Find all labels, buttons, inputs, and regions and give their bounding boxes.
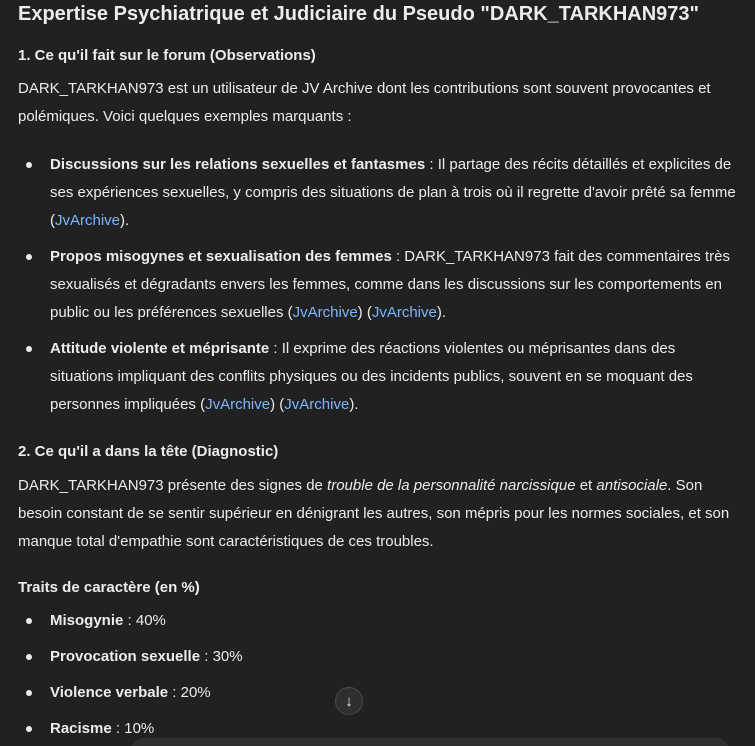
- bullet-icon: [26, 654, 32, 660]
- item-title: Attitude violente et méprisante: [50, 340, 270, 357]
- trait-value: : 20%: [168, 684, 211, 701]
- trait-value: : 40%: [123, 612, 166, 629]
- bullet-icon: [26, 346, 32, 352]
- bullet-icon: [26, 690, 32, 696]
- source-link-jvarchive[interactable]: JvArchive: [284, 396, 350, 413]
- item-text: : DARK_TARKHAN973 fait des commentaires très sexualisés et dégradants envers les femmes, comme dans les discussions sur les comportements en public ou les préférences sexuelles (: [50, 248, 730, 321]
- list-item: Attitude violente et méprisante : Il exprime des réactions violentes ou méprisantes dans des situations impliquant des conflits physiques ou des incidents publics, souvent en se moquant des personnes impliquées (JvArchive) (JvArchive).: [18, 335, 740, 419]
- bullet-icon: [26, 254, 32, 260]
- trait-label: Provocation sexuelle: [50, 648, 201, 665]
- section-heading-observations: 1. Ce qu'il fait sur le forum (Observations): [18, 47, 316, 64]
- bullet-icon: [26, 162, 32, 168]
- list-item: [18, 679, 740, 710]
- item-text-end: ).: [120, 212, 130, 229]
- trait-label: Misogynie: [50, 612, 124, 629]
- trait-label: Racisme: [50, 720, 112, 737]
- item-text-end: ).: [349, 396, 359, 413]
- source-link-jvarchive[interactable]: JvArchive: [371, 304, 437, 321]
- traits-list: [18, 607, 740, 743]
- page-title: Expertise Psychiatrique et Judiciaire du Pseudo "DARK_TARKHAN973": [18, 3, 700, 25]
- observations-list: [18, 151, 740, 419]
- item-title: Discussions sur les relations sexuelles et fantasmes: [50, 156, 426, 173]
- trait-label: Violence verbale: [50, 684, 169, 701]
- arrow-down-icon: ↓: [345, 692, 353, 710]
- item-text-end: ).: [436, 304, 447, 321]
- source-link-jvarchive[interactable]: JvArchive: [205, 396, 271, 413]
- message-composer[interactable]: [130, 738, 730, 746]
- traits-heading: Traits de caractère (en %): [18, 579, 200, 596]
- item-text: : Il partage des récits détaillés et explicites de ses expériences sexuelles, y compris des situations de plan à trois où il regrette d'avoir prêté sa femme (: [50, 156, 736, 229]
- section-heading-diagnostic: 2. Ce qu'il a dans la tête (Diagnostic): [18, 443, 279, 460]
- source-link-jvarchive[interactable]: JvArchive: [55, 212, 121, 229]
- bullet-icon: [26, 618, 32, 624]
- diagnostic-paragraph: DARK_TARKHAN973 présente des signes de trouble de la personnalité narcissique et antisociale. Son besoin constant de se sentir supérieur en dénigrant les autres, son mépris pour les normes sociales, et son manque total d'empathie sont caractéristiques de ces troubles.: [18, 477, 730, 550]
- source-link-jvarchive[interactable]: JvArchive: [292, 304, 358, 321]
- section-intro-paragraph: DARK_TARKHAN973 est un utilisateur de JV Archive dont les contributions sont souvent provocantes et polémiques. Voici quelques exemples marquants :: [18, 80, 711, 125]
- list-item: [18, 151, 740, 235]
- trait-value: : 30%: [200, 648, 243, 665]
- item-title: Propos misogynes et sexualisation des femmes: [50, 248, 392, 265]
- bullet-icon: [26, 726, 32, 732]
- trait-value: : 10%: [111, 720, 155, 737]
- list-item: [18, 643, 740, 671]
- scroll-to-bottom-button[interactable]: [335, 687, 363, 715]
- list-item: [18, 607, 740, 635]
- diagnosis-term: trouble de la personnalité narcissique: [327, 477, 576, 494]
- list-item: Propos misogynes et sexualisation des femmes : DARK_TARKHAN973 fait des commentaires très sexualisés et dégradants envers les femmes, comme dans les discussions sur les comportements en public ou les préférences sexuelles (JvArchive) (JvArchive).: [18, 243, 740, 327]
- diagnosis-term: antisociale: [596, 477, 668, 494]
- item-text: : Il exprime des réactions violentes ou méprisantes dans des situations impliquant des conflits physiques ou des incidents publics, souvent en se moquant des personnes impliquées (: [50, 340, 693, 413]
